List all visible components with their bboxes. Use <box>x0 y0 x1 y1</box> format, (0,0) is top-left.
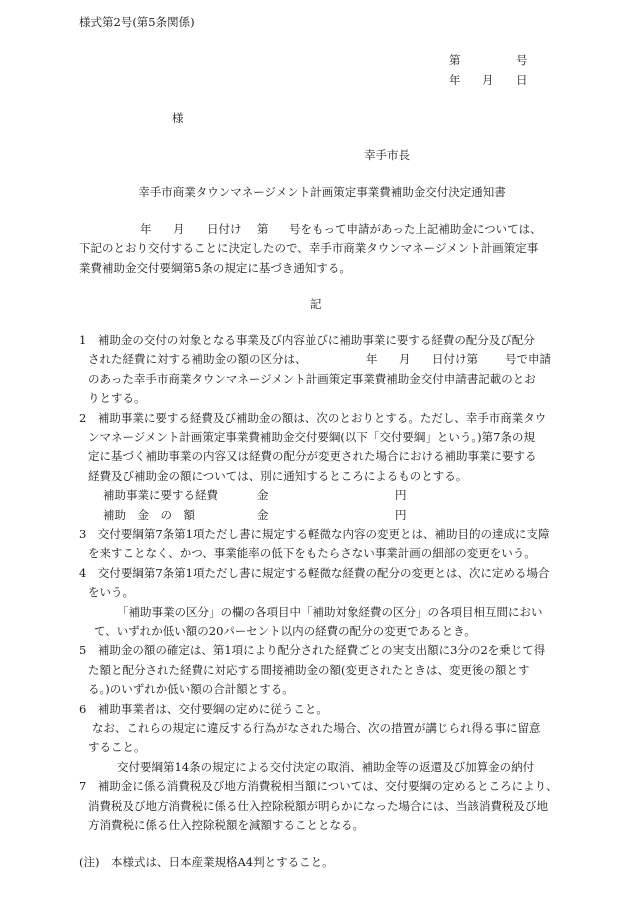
addressee-suffix: 様 <box>172 111 184 125</box>
item7-line3: 方消費税に係る仕入控除税額を減額することとなる。 <box>88 818 364 833</box>
issue-number-prefix: 第 <box>449 53 461 67</box>
items-list <box>79 331 579 836</box>
item6-line3: すること。 <box>88 740 146 755</box>
intro-line2: 下記のとおり交付することに決定したので、幸手市商業タウンマネージメント計画策定事 <box>79 241 539 256</box>
item5-line3: る。)のいずれか低い額の合計額とする。 <box>88 682 294 697</box>
item4-line3: 「補助事業の区分」の欄の各項目中「補助対象経費の区分」の各項目相互間におい <box>117 604 543 619</box>
item2-line3: 定に基づく補助事業の内容又は経費の配分が変更された場合における補助事業に要する <box>88 449 537 464</box>
item1-line1: 1 補助金の交付の対象となる事業及び内容並びに補助事業に要する経費の配分及び配分 <box>79 333 535 347</box>
document-title: 幸手市商業タウンマネージメント計画策定事業費補助金交付決定通知書 <box>138 185 506 199</box>
intro-day-label: 日付け <box>207 222 242 236</box>
item2-line4: 経費及び補助金の額については、別に通知するところによるものとする。 <box>88 468 468 483</box>
item2-line1: 2 補助事業に要する経費及び補助金の額は、次のとおりとする。ただし、幸手市商業タウ <box>79 410 547 425</box>
intro-paragraph <box>79 220 559 278</box>
issue-number-suffix: 号 <box>516 53 528 67</box>
intro-year: 年 <box>140 222 152 236</box>
item1-line2a: された経費に対する補助金の額の区分は、 <box>88 352 307 367</box>
item1-day: 日付け第 <box>432 352 478 367</box>
cost-yen: 円 <box>395 488 407 503</box>
item6-line4: 交付要綱第14条の規定による交付決定の取消、補助金等の返還及び加算金の納付 <box>117 759 535 774</box>
footnote: (注) 本様式は、日本産業規格A4判とすること。 <box>79 855 334 869</box>
item3-line1: 3 交付要綱第7条第1項ただし書に規定する軽微な内容の変更とは、補助目的の達成に支障 <box>79 527 550 542</box>
item1-year: 年 <box>366 352 378 367</box>
intro-no-prefix: 第 <box>257 222 269 236</box>
item6-line1: 6 補助事業者は、交付要綱の定めに従うこと。 <box>79 701 328 716</box>
grant-label: 補助 金 の 額 <box>103 507 195 522</box>
item1-rest: 号で申請 <box>505 352 551 367</box>
grant-yen: 円 <box>395 507 407 522</box>
issue-month: 月 <box>482 73 494 87</box>
item1-line4: りとする。 <box>88 391 146 406</box>
item7-line1: 7 補助金に係る消費税及び地方消費税相当額については、交付要綱の定めるところにより、 <box>79 779 558 794</box>
item7-line2: 消費税及び地方消費税に係る仕入控除税額が明らかになった場合には、当該消費税及び地 <box>88 798 548 813</box>
sender: 幸手市長 <box>364 148 410 162</box>
intro-rest: 号をもって申請があった上記補助金については、 <box>289 222 542 236</box>
issue-year: 年 <box>449 73 461 87</box>
item2-line2: ンマネージメント計画策定事業費補助金交付要綱(以下「交付要綱」という。)第7条の規 <box>88 430 535 445</box>
intro-line3: 業費補助金交付要綱第5条の規定に基づき通知する。 <box>79 260 351 275</box>
item1-line3: のあった幸手市商業タウンマネージメント計画策定事業費補助金交付申請書記載のとお <box>88 371 536 386</box>
item6-line2: なお、これらの規定に違反する行為がなされた場合、次の措置が講じられ得る事に留意 <box>92 721 541 736</box>
grant-kin: 金 <box>257 507 269 522</box>
item1-month: 月 <box>399 352 411 367</box>
cost-label: 補助事業に要する経費 <box>103 488 218 503</box>
item3-line2: を来すことなく、かつ、事業能率の低下をもたらさない事業計画の細部の変更をいう。 <box>88 546 536 561</box>
cost-kin: 金 <box>257 488 269 503</box>
issue-day: 日 <box>516 73 528 87</box>
form-number: 様式第2号(第5条関係) <box>79 15 195 29</box>
intro-month: 月 <box>173 222 185 236</box>
item4-line4: て、いずれか低い額の20パーセント以内の経費の配分の変更であるとき。 <box>94 624 476 639</box>
ki-heading: 記 <box>310 297 322 311</box>
item5-line1: 5 補助金の額の確定は、第1項により配分された経費ごとの実支出額に3分の2を乗じて得 <box>79 643 546 658</box>
item5-line2: た額と配分された経費に対応する間接補助金の額(変更されたときは、変更後の額とす <box>88 662 530 677</box>
item4-line1: 4 交付要綱第7条第1項ただし書に規定する軽微な経費の配分の変更とは、次に定める場合 <box>79 565 550 580</box>
item4-line2: をいう。 <box>88 585 134 600</box>
